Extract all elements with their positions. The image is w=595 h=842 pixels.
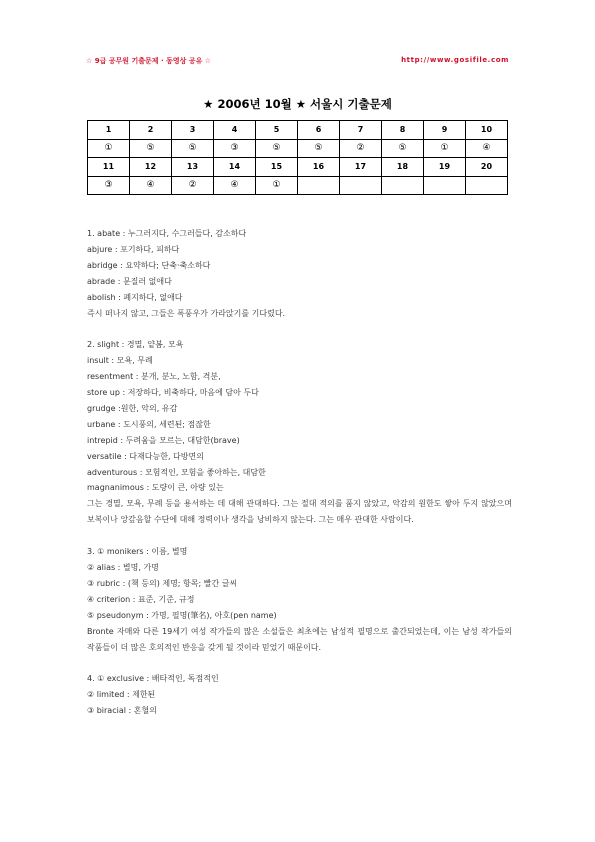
question-number-cell: 1 — [88, 121, 130, 140]
answer-cell — [298, 176, 340, 195]
answer-cell — [340, 176, 382, 195]
answer-cell: ④ — [214, 176, 256, 195]
vocab-line: versatile : 다재다능한, 다방면의 — [87, 451, 204, 461]
vocab-line: ③ biracial : 혼혈의 — [87, 706, 157, 716]
question-number-cell: 5 — [256, 121, 298, 140]
vocab-line: ② limited : 제한된 — [87, 690, 156, 700]
vocab-line: 2. slight : 경멸, 얕봄, 모욕 — [87, 340, 184, 350]
question-number-cell: 20 — [466, 158, 508, 177]
vocab-line: ③ rubric : (책 등의) 제명; 항목; 빨간 글씨 — [87, 578, 238, 588]
vocab-line: store up : 저장하다, 비축하다, 마음에 담아 두다 — [87, 388, 259, 398]
vocab-line: 4. ① exclusive : 배타적인, 독점적인 — [87, 674, 219, 684]
explanation-body — [87, 226, 512, 719]
answer-cell: ③ — [88, 176, 130, 195]
answer-cell: ③ — [214, 139, 256, 158]
answer-row — [88, 176, 508, 195]
answer-row — [88, 139, 508, 158]
question-number-cell: 16 — [298, 158, 340, 177]
answer-cell — [466, 176, 508, 195]
question-number-cell: 3 — [172, 121, 214, 140]
question-number-cell: 7 — [340, 121, 382, 140]
question-2-translation: 그는 경멸, 모욕, 무례 등을 용서하는 데 대해 관대하다. 그는 절대 적의를 품지 않았고, 악감의 원한도 쌓아 두지 않았으며 보복이나 앙갚음할 수단에 대해 정력이나 생각을 낭비하지 않는다. 그는 매우 관대한 사람이다. — [87, 499, 512, 525]
question-number-cell: 13 — [172, 158, 214, 177]
vocab-line: 3. ① monikers : 이름, 별명 — [87, 547, 188, 557]
question-number-cell: 11 — [88, 158, 130, 177]
header-banner: ☆ 9급 공무원 기출문제 · 동영상 공유 ☆ — [86, 57, 212, 65]
vocab-line: abjure : 포기하다, 피하다 — [87, 244, 180, 254]
question-number-cell: 17 — [340, 158, 382, 177]
question-number-row — [88, 121, 508, 140]
question-2-section — [87, 337, 512, 496]
page-title: ★ 2006년 10월 ★ 서울시 기출문제 — [203, 97, 392, 111]
answer-cell: ④ — [130, 176, 172, 195]
vocab-line: abolish : 폐지하다, 없애다 — [87, 292, 183, 302]
vocab-line: urbane : 도시풍의, 세련된; 점잖한 — [87, 419, 211, 429]
vocab-line: ④ criterion : 표준, 기준, 규정 — [87, 594, 195, 604]
vocab-line: 1. abate : 누그러지다, 수그러들다, 감소하다 — [87, 229, 247, 238]
answer-cell: ⑤ — [382, 139, 424, 158]
vocab-line: resentment : 분개, 분노, 노함, 격분, — [87, 372, 221, 382]
vocab-line: abridge : 요약하다; 단축·축소하다 — [87, 260, 211, 270]
page-header — [86, 56, 509, 68]
answer-cell — [424, 176, 466, 195]
question-1-translation: 즉시 떠나지 않고, 그들은 폭풍우가 가라앉기를 기다렸다. — [87, 308, 286, 318]
answer-cell: ⑤ — [172, 139, 214, 158]
question-number-cell: 6 — [298, 121, 340, 140]
question-number-cell: 14 — [214, 158, 256, 177]
answer-cell: ⑤ — [130, 139, 172, 158]
vocab-line: magnanimous : 도량이 큰, 아량 있는 — [87, 483, 224, 493]
question-3-section — [87, 544, 512, 624]
question-1-section — [87, 226, 512, 306]
question-number-cell: 8 — [382, 121, 424, 140]
answer-cell: ① — [88, 139, 130, 158]
answer-cell: ① — [256, 176, 298, 195]
vocab-line: ⑤ pseudonym : 가명, 필명(筆名), 아호(pen name) — [87, 610, 277, 620]
vocab-line: ② alias : 별명, 가명 — [87, 563, 159, 572]
question-number-cell: 18 — [382, 158, 424, 177]
vocab-line: insult : 모욕, 무례 — [87, 356, 153, 366]
question-number-cell: 2 — [130, 121, 172, 140]
question-number-cell: 10 — [466, 121, 508, 140]
answer-table — [87, 120, 508, 195]
vocab-line: abrade : 문질러 없애다 — [87, 276, 172, 286]
question-3-translation: Bronte 자매와 다른 19세기 여성 작가들의 많은 소설들은 최초에는 남성적 필명으로 출간되었는데, 이는 남성 작가들의 작품들이 더 많은 호의적인 반응을 갖게 될 것이라 믿었기 때문이다. — [87, 626, 512, 652]
answer-cell: ① — [424, 139, 466, 158]
question-4-section — [87, 671, 512, 719]
answer-cell: ⑤ — [256, 139, 298, 158]
question-number-cell: 9 — [424, 121, 466, 140]
question-number-cell: 12 — [130, 158, 172, 177]
question-number-cell: 15 — [256, 158, 298, 177]
answer-cell: ⑤ — [298, 139, 340, 158]
answer-cell: ② — [172, 176, 214, 195]
answer-cell: ② — [340, 139, 382, 158]
vocab-line: adventurous : 모험적인, 모험을 좋아하는, 대담한 — [87, 467, 266, 477]
answer-cell — [382, 176, 424, 195]
question-number-row — [88, 158, 508, 177]
question-number-cell: 4 — [214, 121, 256, 140]
vocab-line: intrepid : 두려움을 모르는, 대담한(brave) — [87, 435, 240, 445]
question-number-cell: 19 — [424, 158, 466, 177]
vocab-line: grudge :원한, 악의, 유감 — [87, 403, 178, 413]
answer-cell: ④ — [466, 139, 508, 158]
header-url-link[interactable]: http://www.gosifile.com — [401, 56, 509, 64]
